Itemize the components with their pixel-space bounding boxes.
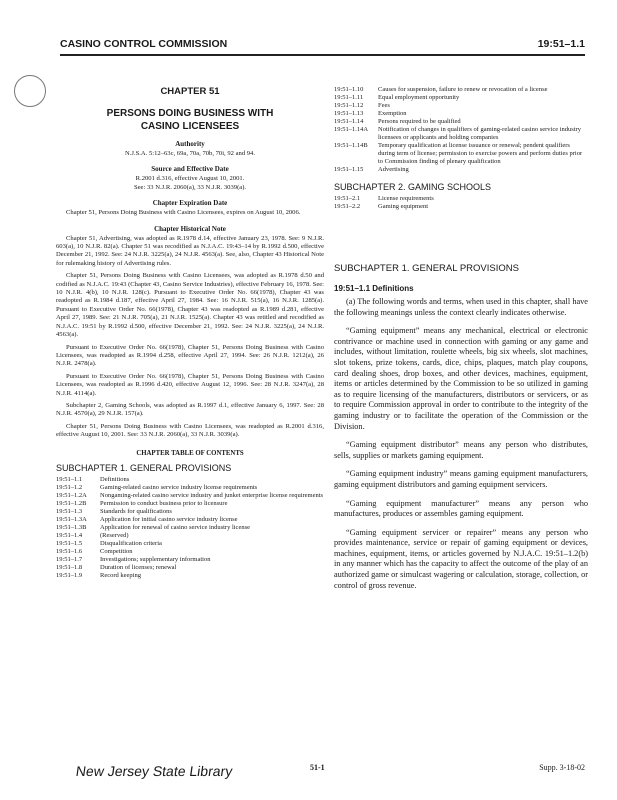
- page-footer: [60, 757, 585, 797]
- toc-item: [56, 500, 324, 508]
- toc-item-title: Advertising: [378, 166, 409, 173]
- body-paragraph: “Gaming equipment servicer or repairer” means any person who provides maintenance, service or repair of gaming equipment or devices, machines, equipment, items, or articles governed by N.J.A.C. 19:51–1.2(b) in any manner which has the capacity to affect the outcome of the play of an authorized game or simulcast wagering or calculation, storage, collection, or control of gross revenue.: [334, 527, 588, 590]
- toc-item: [334, 94, 588, 102]
- toc-item: [334, 203, 588, 211]
- toc-item-number: 19:51–1.14B: [334, 142, 368, 149]
- source-heading: Source and Effective Date: [151, 165, 229, 174]
- toc-item-title: Application for renewal of casino service industry license: [100, 523, 250, 531]
- historical-note: [56, 235, 324, 440]
- toc-item-number: 19:51–1.5: [56, 539, 83, 547]
- toc-item-title: Definitions: [100, 475, 130, 483]
- historical-paragraph: Chapter 51, Persons Doing Business with Casino Licensees, was adopted as R.1978 d.50 and codified as N.J.A.C. 19:43 (Chapter 43, Casino Service Industries), effective February 16, 1978. See: 10 N.J.R. 4(b), 10 N.J.R. 128(c). Pursuant to Executive Order No. 66(1978), Chapter 43 was readopted as R.1984 d.187, effective April 27, 1984. See: 16 N.J.R. 515(a), 16 N.J.R. 1285(a). Pursuant to Executive Order No. 66(1978), Chapter 43 was readopted as R.1989 d.281, effective April 27, 1989. See: 21 N.J.R. 705(a), 21 N.J.R. 1525(a). Chapter 43 was retitled and recodified as N.J.A.C. 19:51 by R.1992 d.500, effective December 21, 1992. See: 24 N.J.R. 3225(a), 24 N.J.R. 4563(a).: [56, 272, 324, 339]
- body-paragraph: (a) The following words and terms, when used in this chapter, shall have the following meanings unless the context clearly indicates otherwise.: [334, 297, 588, 317]
- toc-item-number: 19:51–1.2: [56, 483, 83, 491]
- historical-paragraph: Chapter 51, Advertising, was adopted as R.1978 d.14, effective January 23, 1978. See: 9 N.J.R. 603(a), 10 N.J.R. 82(a). Chapter 51 was recodified as N.J.A.C. 19:43–14 by R.1992 d.500, effective December 21, 1992. See: 24 N.J.R. 3225(a), 24 N.J.R. 4563(a). See, also, Chapter 43 Historical Note for rulemaking history of Advertising rules.: [56, 234, 324, 267]
- toc-item: [334, 166, 588, 174]
- historical-paragraph: Pursuant to Executive Order No. 66(1978), Chapter 51, Persons Doing Business with Casino Licensees, was readopted as R.1996 d.420, effective August 12, 1996. See: 28 N.J.R. 3247(a), 28 N.J.R. 4114(a).: [56, 372, 324, 397]
- toc-item: [56, 508, 324, 516]
- toc-item-title: Equal employment opportunity: [378, 94, 460, 101]
- toc-item-number: 19:51–1.9: [56, 571, 83, 579]
- supplement-date: Supp. 3-18-02: [539, 763, 585, 772]
- chapter-title-line2: CASINO LICENSEES: [140, 121, 240, 132]
- toc-item-title: Competition: [100, 547, 133, 555]
- right-column: [334, 86, 588, 599]
- body-paragraph: “Gaming equipment manufacturer” means any person who manufactures, produces or assembles gaming equipment.: [334, 498, 588, 519]
- toc-item-number: 19:51–1.14: [334, 118, 364, 125]
- toc-subchapter1-list: [56, 476, 324, 580]
- toc-item: [56, 556, 324, 564]
- source-line1: R.2001 d.316, effective August 10, 2001.: [135, 175, 245, 183]
- toc-item-number: 19:51–1.4: [56, 531, 83, 539]
- toc-item: [334, 110, 588, 118]
- toc-item-title: Gaming-related casino service industry license requirements: [100, 483, 258, 491]
- definitions-body: [334, 297, 588, 591]
- toc-item: [56, 492, 324, 500]
- toc-item-title: Standards for qualifications: [100, 507, 172, 515]
- expiration-block: [56, 209, 324, 217]
- subchapter-title: SUBCHAPTER 1. GENERAL PROVISIONS: [334, 263, 519, 274]
- toc-item: [56, 524, 324, 532]
- section-heading: 19:51–1.1 Definitions: [334, 284, 414, 293]
- toc-item-title: Permission to conduct business prior to licensure: [100, 499, 228, 507]
- toc-item-number: 19:51–1.3B: [56, 523, 87, 531]
- source-line2: See: 33 N.J.R. 2060(a), 33 N.J.R. 3039(a).: [133, 183, 247, 191]
- toc-item-title: (Reserved): [100, 531, 129, 539]
- toc-item-number: 19:51–1.8: [56, 563, 83, 571]
- toc-item-title: Nongaming-related casino service industry and junket enterprise license requirements: [100, 491, 324, 499]
- toc-item-title: Temporary qualification at license issuance or renewal; pendent qualifiers during term of license; permission to exercise powers and perform duties prior to Commission finding of plenary qualification: [378, 142, 583, 165]
- toc-item-number: 19:51–1.12: [334, 102, 364, 109]
- toc-item-number: 19:51–2.1: [334, 195, 361, 202]
- toc-item: [56, 516, 324, 524]
- authority-text: N.J.S.A. 5:12–63c, 69a, 70a, 70b, 70i, 92 and 94.: [124, 150, 256, 157]
- punch-hole: [14, 75, 46, 107]
- running-header: [60, 38, 585, 52]
- toc-item-number: 19:51–1.13: [334, 110, 364, 117]
- toc-item-title: Record keeping: [100, 571, 141, 579]
- toc-item-number: 19:51–1.6: [56, 547, 83, 555]
- toc-item-number: 19:51–1.7: [56, 555, 83, 563]
- body-paragraph: “Gaming equipment” means any mechanical, electrical or electronic contrivance or machine used in connection with gaming or any game and includes, without limitation, roulette wheels, big six wheels, slot machines, slot tokens, prize tokens, cards, dice, chips, plaques, match play coupons, card dealing shoes, drop boxes, and other devices, machines, equipment, items or articles determined by the Commission to be so utilized in gaming as to require licensing of the manufacturers, distributors or servicers, or as to require Commission approval in order to contribute to the integrity of the gaming industry or to facilitate the operation of the Commission or the Division.: [334, 326, 588, 431]
- toc-item: [334, 142, 588, 166]
- toc-item-title: Gaming equipment: [378, 203, 429, 210]
- toc-item-number: 19:51–1.14A: [334, 126, 369, 133]
- toc-item-number: 19:51–1.10: [334, 86, 364, 93]
- historical-paragraph: Pursuant to Executive Order No. 66(1978), Chapter 51, Persons Doing Business with Casino Licensees, was readopted as R.1994 d.258, effective April 27, 1994. See: 26 N.J.R. 1212(a), 26 N.J.R. 2478(a).: [56, 343, 324, 368]
- chapter-title-line1: PERSONS DOING BUSINESS WITH: [106, 108, 274, 119]
- source-block: [56, 175, 324, 192]
- toc-subchapter1-title: SUBCHAPTER 1. GENERAL PROVISIONS: [56, 462, 232, 473]
- toc-item: [334, 102, 588, 110]
- toc-item-number: 19:51–1.11: [334, 94, 364, 101]
- toc-item: [334, 126, 588, 142]
- header-title: CASINO CONTROL COMMISSION: [60, 38, 228, 50]
- toc-item-title: Exemption: [378, 110, 407, 117]
- left-column: [56, 86, 324, 580]
- toc-item-title: Investigations; supplementary information: [100, 555, 211, 563]
- toc-item-number: 19:51–1.15: [334, 166, 364, 173]
- toc-item: [334, 195, 588, 203]
- expiration-heading: Chapter Expiration Date: [152, 199, 228, 208]
- authority-block: [56, 150, 324, 158]
- historical-paragraph: Subchapter 2, Gaming Schools, was adopted as R.1997 d.1, effective January 6, 1997. See: 28 N.J.R. 4570(a), 29 N.J.R. 157(a).: [56, 401, 324, 418]
- toc-item-title: Duration of licenses; renewal: [100, 563, 177, 571]
- toc-item-title: Causes for suspension, failure to renew or revocation of a license: [378, 86, 548, 93]
- toc-subchapter2-list: [334, 195, 588, 211]
- toc-item: [56, 548, 324, 556]
- toc-item: [56, 532, 324, 540]
- toc-item-title: Notification of changes in qualifiers of gaming-related casino service industry licensees or applicants and holding companies: [378, 126, 582, 141]
- toc-subchapter2-title: SUBCHAPTER 2. GAMING SCHOOLS: [334, 182, 492, 192]
- toc-item: [56, 564, 324, 572]
- historical-paragraph: Chapter 51, Persons Doing Business with Casino Licensees, was readopted as R.2001 d.316, effective August 10, 2001. See: 33 N.J.R. 2060(a), 33 N.J.R. 3039(a).: [56, 422, 324, 439]
- toc-item: [334, 118, 588, 126]
- library-stamp: New Jersey State Library: [74, 763, 234, 779]
- header-rule: [60, 54, 585, 56]
- chapter-number: CHAPTER 51: [160, 86, 220, 97]
- toc-item-title: Disqualification criteria: [100, 539, 162, 547]
- body-paragraph: “Gaming equipment distributor” means any person who distributes, sells, supplies or markets gaming equipment.: [334, 440, 588, 460]
- authority-heading: Authority: [175, 140, 205, 148]
- header-section-number: 19:51–1.1: [537, 38, 585, 50]
- body-paragraph: “Gaming equipment industry” means gaming equipment manufacturers, gaming equipment distributors and gaming equipment servicers.: [334, 469, 588, 489]
- toc-item: [56, 572, 324, 580]
- toc-item: [56, 476, 324, 484]
- toc-item-title: Application for initial casino service industry license: [100, 515, 238, 523]
- toc-item: [56, 484, 324, 492]
- chapter-title: [56, 107, 324, 133]
- toc-item-number: 19:51–1.2A: [56, 491, 87, 499]
- expiration-text: Chapter 51, Persons Doing Business with Casino Licensees, expires on August 10, 2006.: [66, 209, 301, 217]
- toc-item-title: License requirements: [378, 195, 434, 202]
- page-number: 51-1: [310, 763, 325, 772]
- toc-item-number: 19:51–1.3: [56, 507, 83, 515]
- toc-item-number: 19:51–2.2: [334, 203, 361, 210]
- toc-item-title: Persons required to be qualified: [378, 118, 461, 125]
- historical-heading: Chapter Historical Note: [154, 224, 226, 233]
- toc-item-number: 19:51–1.3A: [56, 515, 87, 523]
- toc-item-number: 19:51–1.2B: [56, 499, 87, 507]
- toc-item-title: Fees: [378, 102, 390, 109]
- toc-item: [334, 86, 588, 94]
- toc-title: CHAPTER TABLE OF CONTENTS: [136, 449, 244, 457]
- toc-item: [56, 540, 324, 548]
- toc-item-number: 19:51–1.1: [56, 475, 83, 483]
- toc-subchapter1-list-continued: [334, 86, 588, 174]
